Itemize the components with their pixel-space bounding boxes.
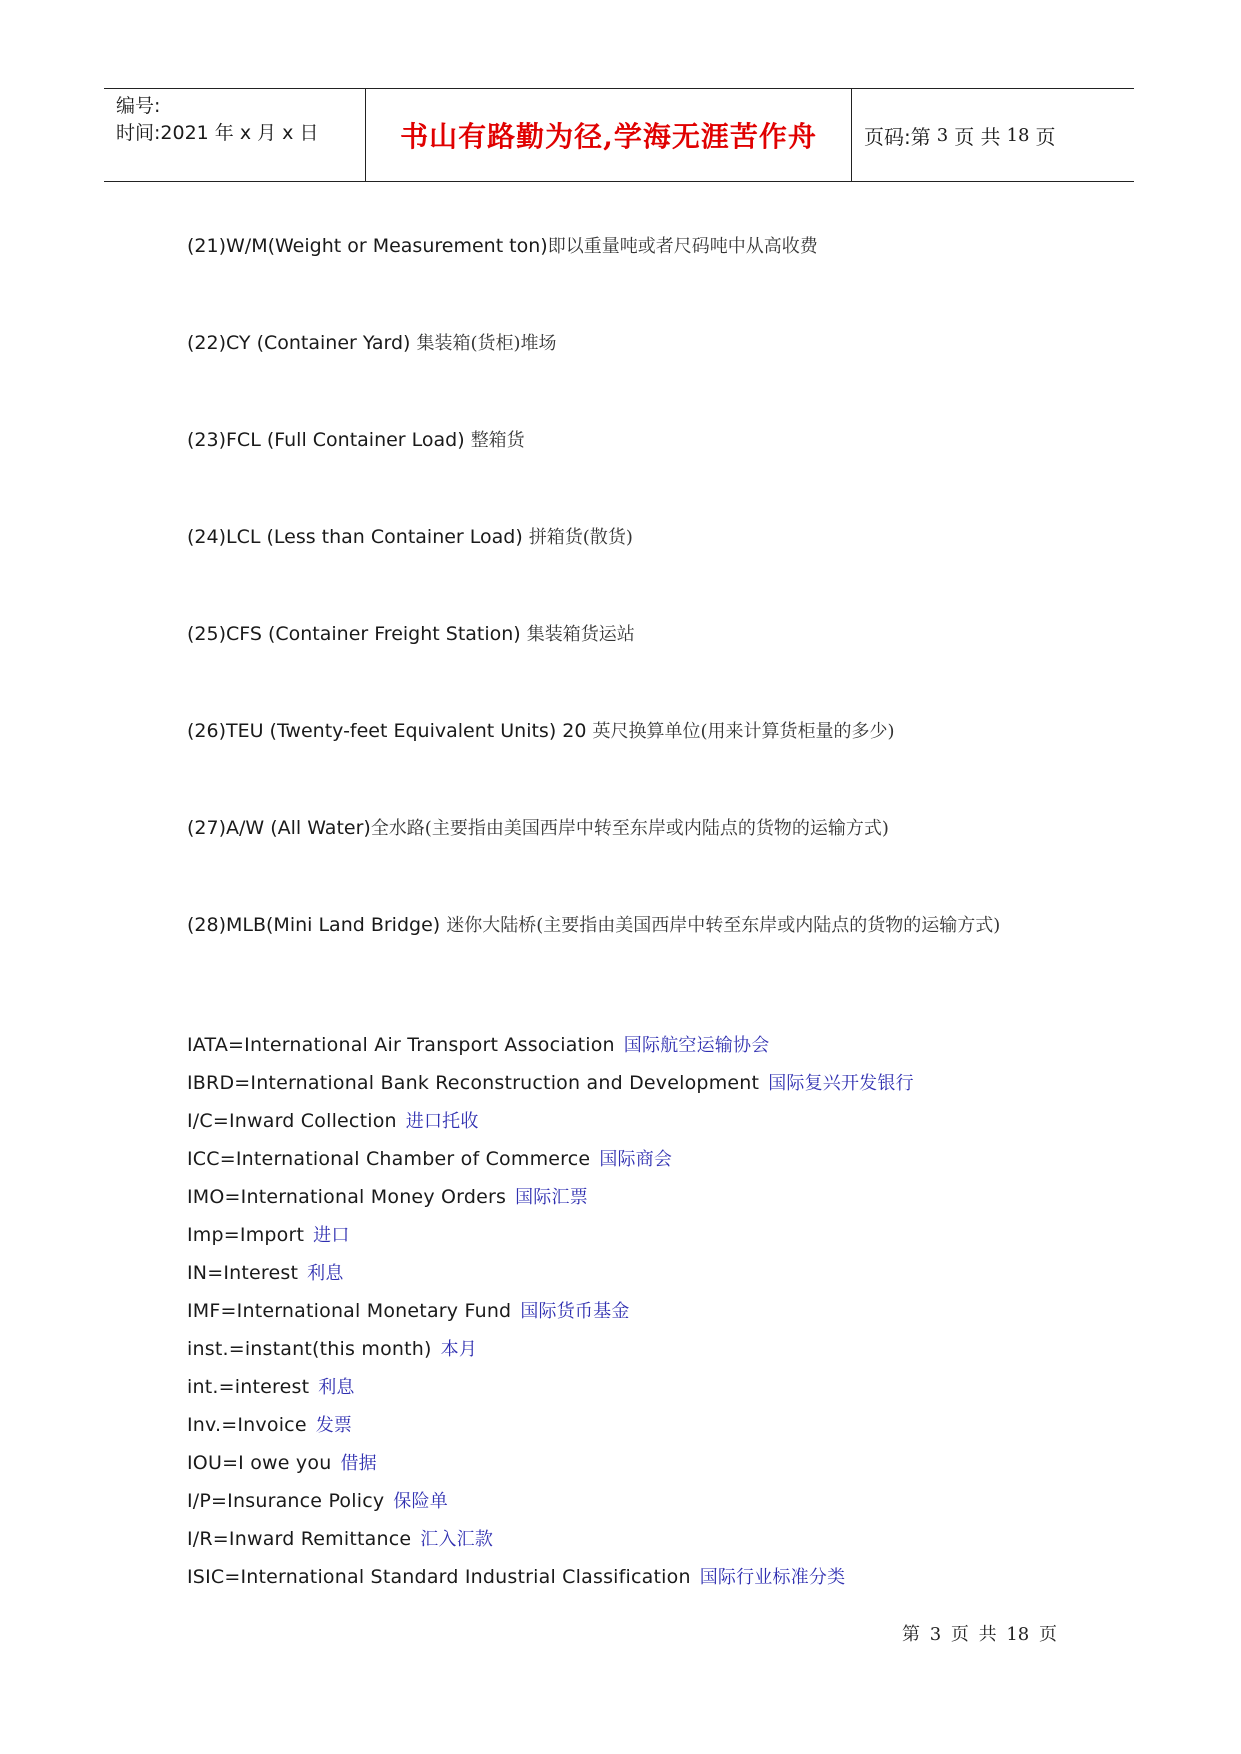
abbr-cn: 利息 [307, 1263, 344, 1284]
header-motto-cell [366, 89, 852, 181]
term-cn: 即以重量吨或者尺码吨中从高收费 [547, 236, 818, 257]
abbr-cn: 保险单 [393, 1491, 448, 1512]
abbr-cn: 国际汇票 [515, 1187, 588, 1208]
abbr-item [187, 1335, 477, 1361]
term-en: (28)MLB(Mini Land Bridge) [187, 914, 447, 936]
term-cn: 整箱货 [470, 430, 525, 451]
header-meta-cell [104, 89, 366, 181]
page-total: 18 [1006, 124, 1030, 146]
abbr-item [187, 1411, 352, 1437]
header-page-cell [852, 89, 1134, 181]
term-item [187, 717, 895, 743]
term-en: (27)A/W (All Water) [187, 817, 371, 839]
abbr-item [187, 1563, 845, 1589]
abbr-en: IOU=I owe you [187, 1452, 332, 1474]
abbr-cn: 国际商会 [599, 1149, 673, 1170]
abbr-en: IN=Interest [187, 1262, 299, 1284]
term-item [187, 620, 635, 646]
abbr-en: int.=interest [187, 1376, 310, 1398]
term-cn: 迷你大陆桥(主要指由美国西岸中转至东岸或内陆点的货物的运输方式) [446, 915, 1001, 936]
abbr-cn: 国际复兴开发银行 [768, 1073, 914, 1094]
abbr-en: IATA=International Air Transport Association [187, 1034, 615, 1056]
abbr-en: I/P=Insurance Policy [187, 1490, 385, 1512]
abbr-en: IMO=International Money Orders [187, 1186, 507, 1208]
term-item [187, 426, 525, 452]
term-cn: 集装箱货运站 [526, 624, 635, 645]
abbr-cn: 发票 [315, 1415, 353, 1436]
term-item [187, 329, 557, 355]
page-mid: 页 共 [954, 124, 1001, 149]
abbr-en: Inv.=Invoice [187, 1414, 307, 1436]
abbr-en: I/R=Inward Remittance [187, 1528, 412, 1550]
term-cn: 拼箱货(散货) [528, 527, 633, 548]
term-cn: 英尺换算单位(用来计算货柜量的多少) [592, 721, 895, 742]
abbr-en: ISIC=International Standard Industrial Classification [187, 1566, 691, 1588]
abbr-item [187, 1487, 448, 1513]
abbr-en: inst.=instant(this month) [187, 1338, 432, 1360]
term-item [187, 911, 1000, 937]
abbr-cn: 进口托收 [405, 1111, 479, 1132]
page-end: 页 [1035, 124, 1056, 149]
abbr-item [187, 1259, 344, 1285]
abbr-item [187, 1145, 672, 1171]
page-current: 3 [936, 124, 949, 146]
abbr-item [187, 1297, 630, 1323]
term-item [187, 814, 889, 840]
motto-text: 书山有路勤为径,学海无涯苦作舟 [400, 120, 817, 153]
abbr-en: I/C=Inward Collection [187, 1110, 397, 1132]
term-cn: 全水路(主要指由美国西岸中转至东岸或内陆点的货物的运输方式) [370, 818, 889, 839]
abbr-item [187, 1221, 350, 1247]
term-en: (24)LCL (Less than Container Load) [187, 526, 529, 548]
abbr-cn: 进口 [313, 1225, 350, 1246]
abbr-cn: 本月 [440, 1339, 478, 1360]
abbr-en: ICC=International Chamber of Commerce [187, 1148, 591, 1170]
abbr-item [187, 1031, 769, 1057]
abbr-cn: 利息 [318, 1377, 355, 1398]
term-en: (23)FCL (Full Container Load) [187, 429, 471, 451]
abbr-item [187, 1449, 377, 1475]
abbr-cn: 国际行业标准分类 [699, 1567, 846, 1588]
abbr-item [187, 1183, 588, 1209]
abbr-en: IMF=International Monetary Fund [187, 1300, 512, 1322]
serial-label: 编号: [116, 95, 161, 117]
term-cn: 集装箱(货柜)堆场 [416, 333, 557, 354]
abbr-en: Imp=Import [187, 1224, 305, 1246]
abbr-item [187, 1107, 479, 1133]
abbr-item [187, 1069, 914, 1095]
page-label: 页码:第 [864, 124, 931, 149]
abbr-cn: 汇入汇款 [420, 1529, 494, 1550]
page-header [104, 88, 1134, 182]
abbr-cn: 国际航空运输协会 [623, 1035, 770, 1056]
term-en: (25)CFS (Container Freight Station) [187, 623, 527, 645]
term-item [187, 523, 633, 549]
abbr-item [187, 1525, 493, 1551]
abbr-cn: 借据 [340, 1453, 377, 1474]
abbr-en: IBRD=International Bank Reconstruction and Development [187, 1072, 760, 1094]
abbr-cn: 国际货币基金 [520, 1301, 630, 1322]
term-item [187, 232, 818, 258]
abbr-item [187, 1373, 355, 1399]
page-footer: 第 3 页 共 18 页 [902, 1624, 1057, 1645]
term-en: (26)TEU (Twenty-feet Equivalent Units) 20 [187, 720, 593, 742]
term-en: (22)CY (Container Yard) [187, 332, 417, 354]
term-en: (21)W/M(Weight or Measurement ton) [187, 235, 548, 257]
time-label: 时间:2021 年 x 月 x 日 [116, 122, 319, 144]
